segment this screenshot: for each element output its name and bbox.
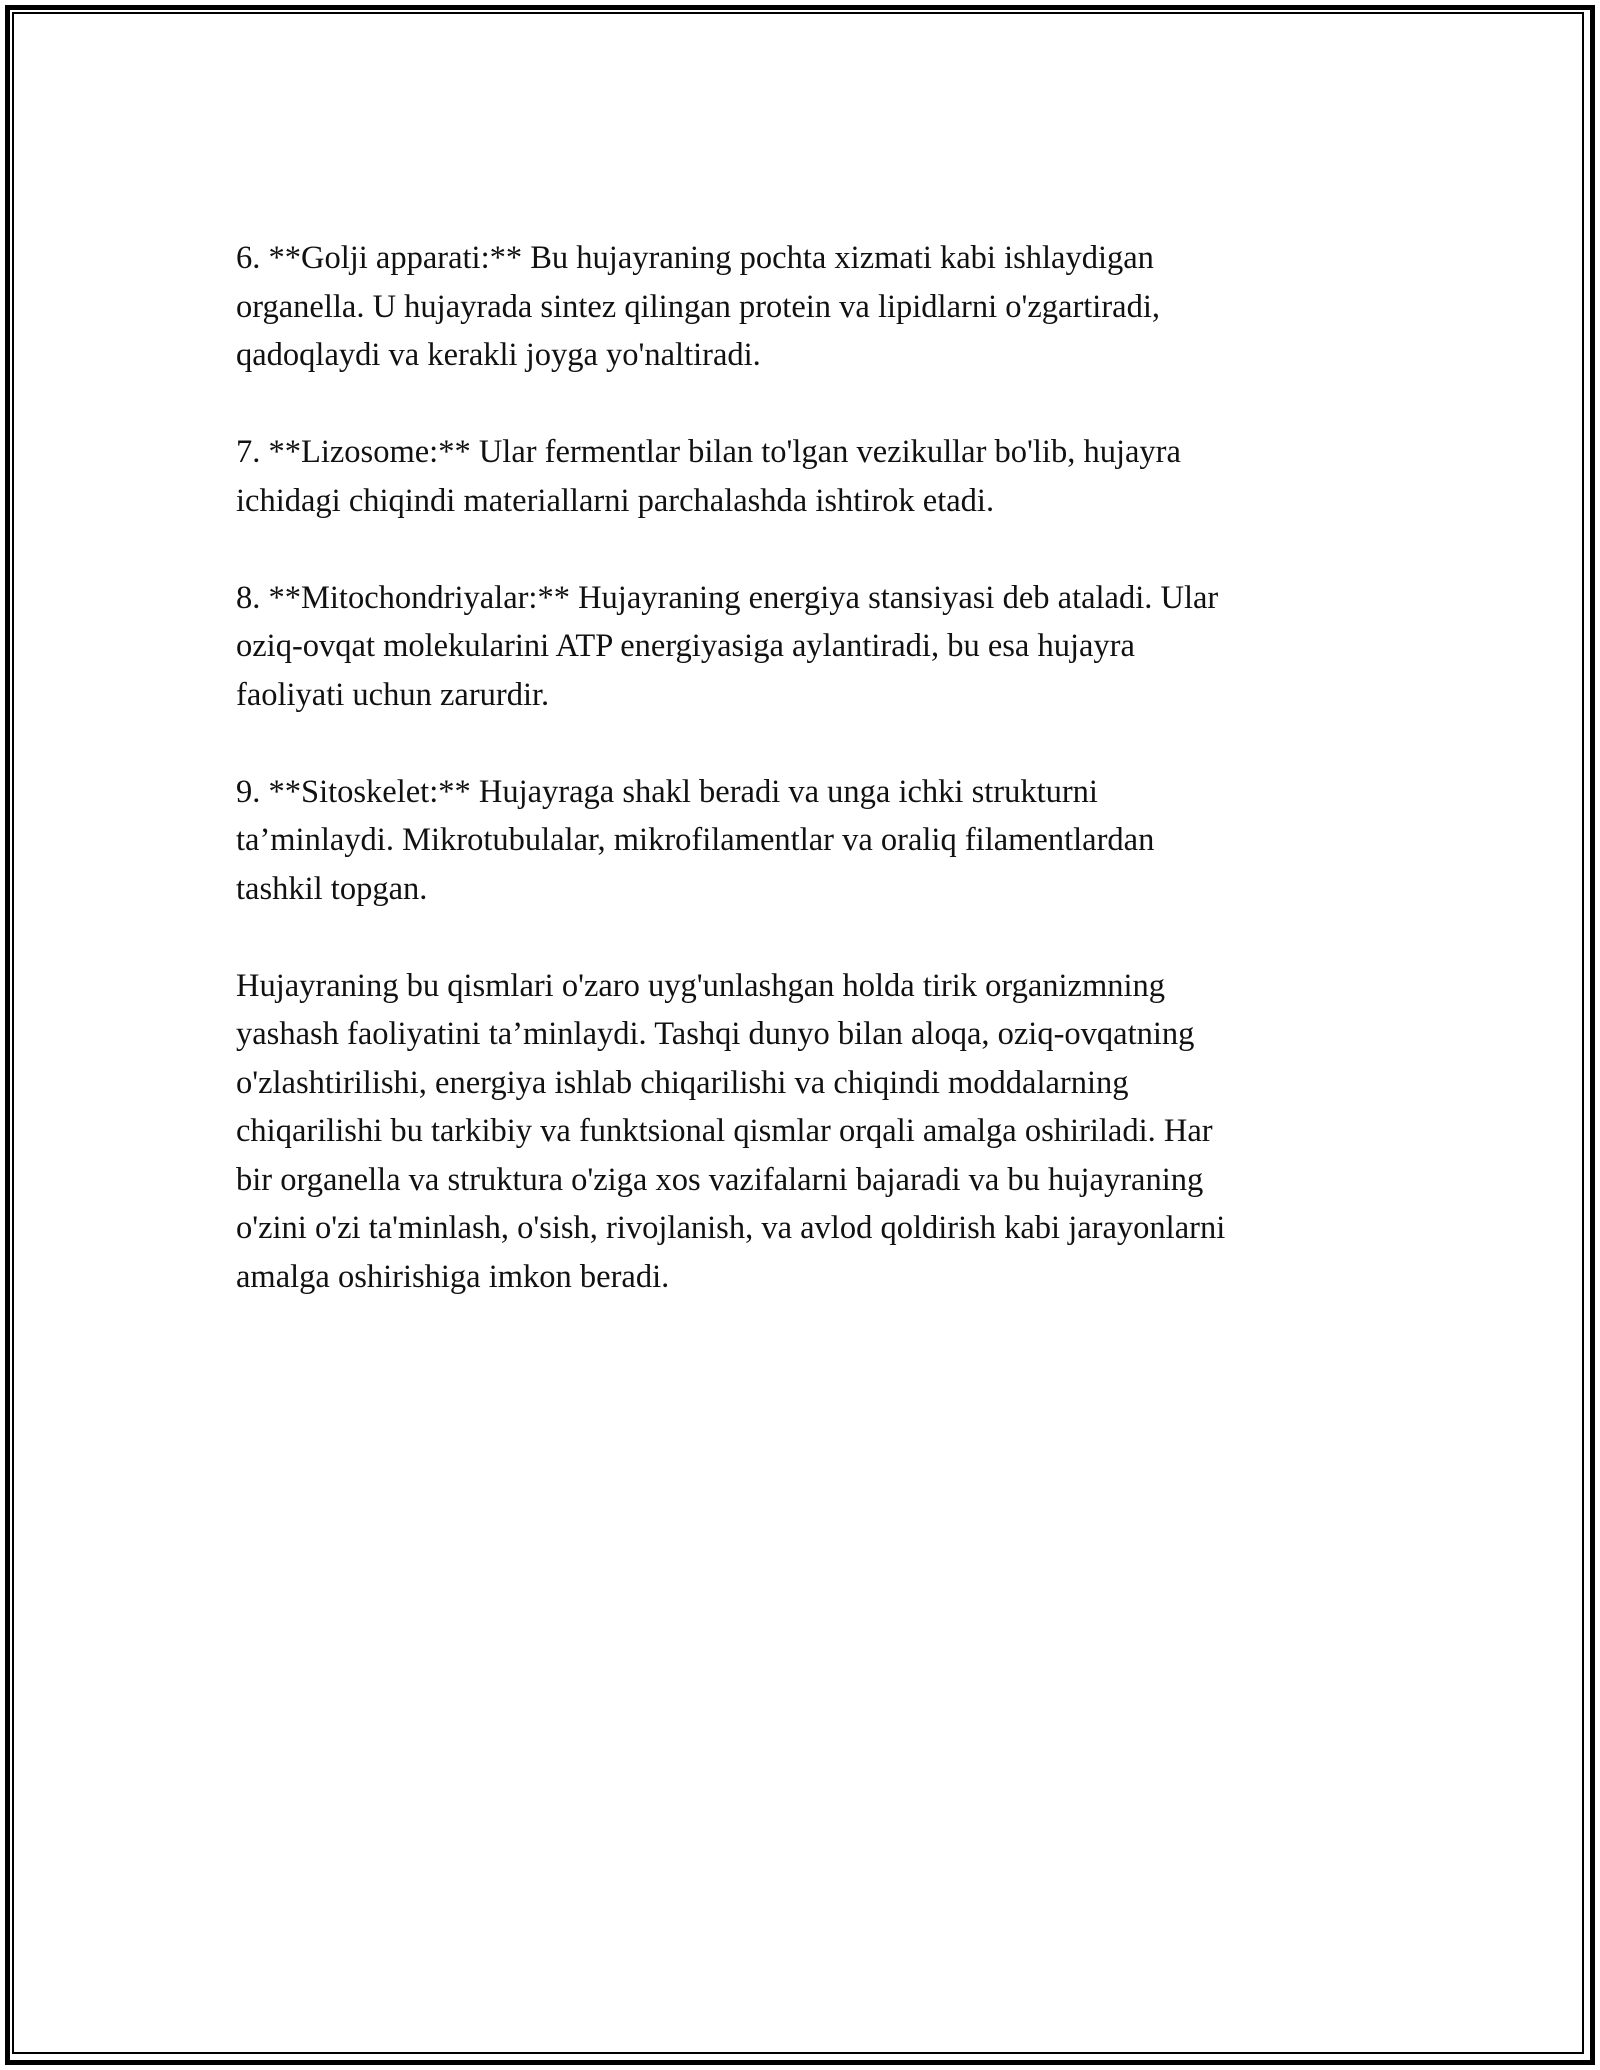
- paragraph-conclusion: Hujayraning bu qismlari o'zaro uyg'unlashgan holda tirik organizmning yashash faoliyatini ta’minlaydi. Tashqi dunyo bilan aloqa, oziq-ovqatning o'zlashtirilishi, energiya ishlab chiqarilishi va chiqindi moddalarning chiqarilishi bu tarkibiy va funktsional qismlar orqali amalga oshiriladi. Har bir organella va struktura o'ziga xos vazifalarni bajaradi va bu hujayraning o'zini o'zi ta'minlash, o'sish, rivojlanish, va avlod qoldirish kabi jarayonlarni amalga oshirishiga imkon beradi.: [236, 967, 1226, 1295]
- document-body: [236, 234, 1376, 1350]
- paragraph-cytoskeleton: 9. **Sitoskelet:** Hujayraga shakl beradi va unga ichki strukturni ta’minlaydi. Mikrotubulalar, mikrofilamentlar va oraliq filamentlardan tashkil topgan.: [236, 773, 1155, 907]
- paragraph-golgi-apparatus: 6. **Golji apparati:** Bu hujayraning pochta xizmati kabi ishlaydigan organella. U hujayrada sintez qilingan protein va lipidlarni o'zgartiradi, qadoqlaydi va kerakli joyga yo'naltiradi.: [236, 240, 1160, 373]
- paragraph-lysosome: 7. **Lizosome:** Ular fermentlar bilan to'lgan vezikullar bo'lib, hujayra ichidagi chiqindi materiallarni parchalashda ishtirok etadi.: [236, 434, 1181, 519]
- paragraph-mitochondria: 8. **Mitochondriyalar:** Hujayraning energiya stansiyasi deb ataladi. Ular oziq-ovqat molekularini ATP energiyasiga aylantiradi, bu esa hujayra faoliyati uchun zarurdir.: [236, 579, 1219, 713]
